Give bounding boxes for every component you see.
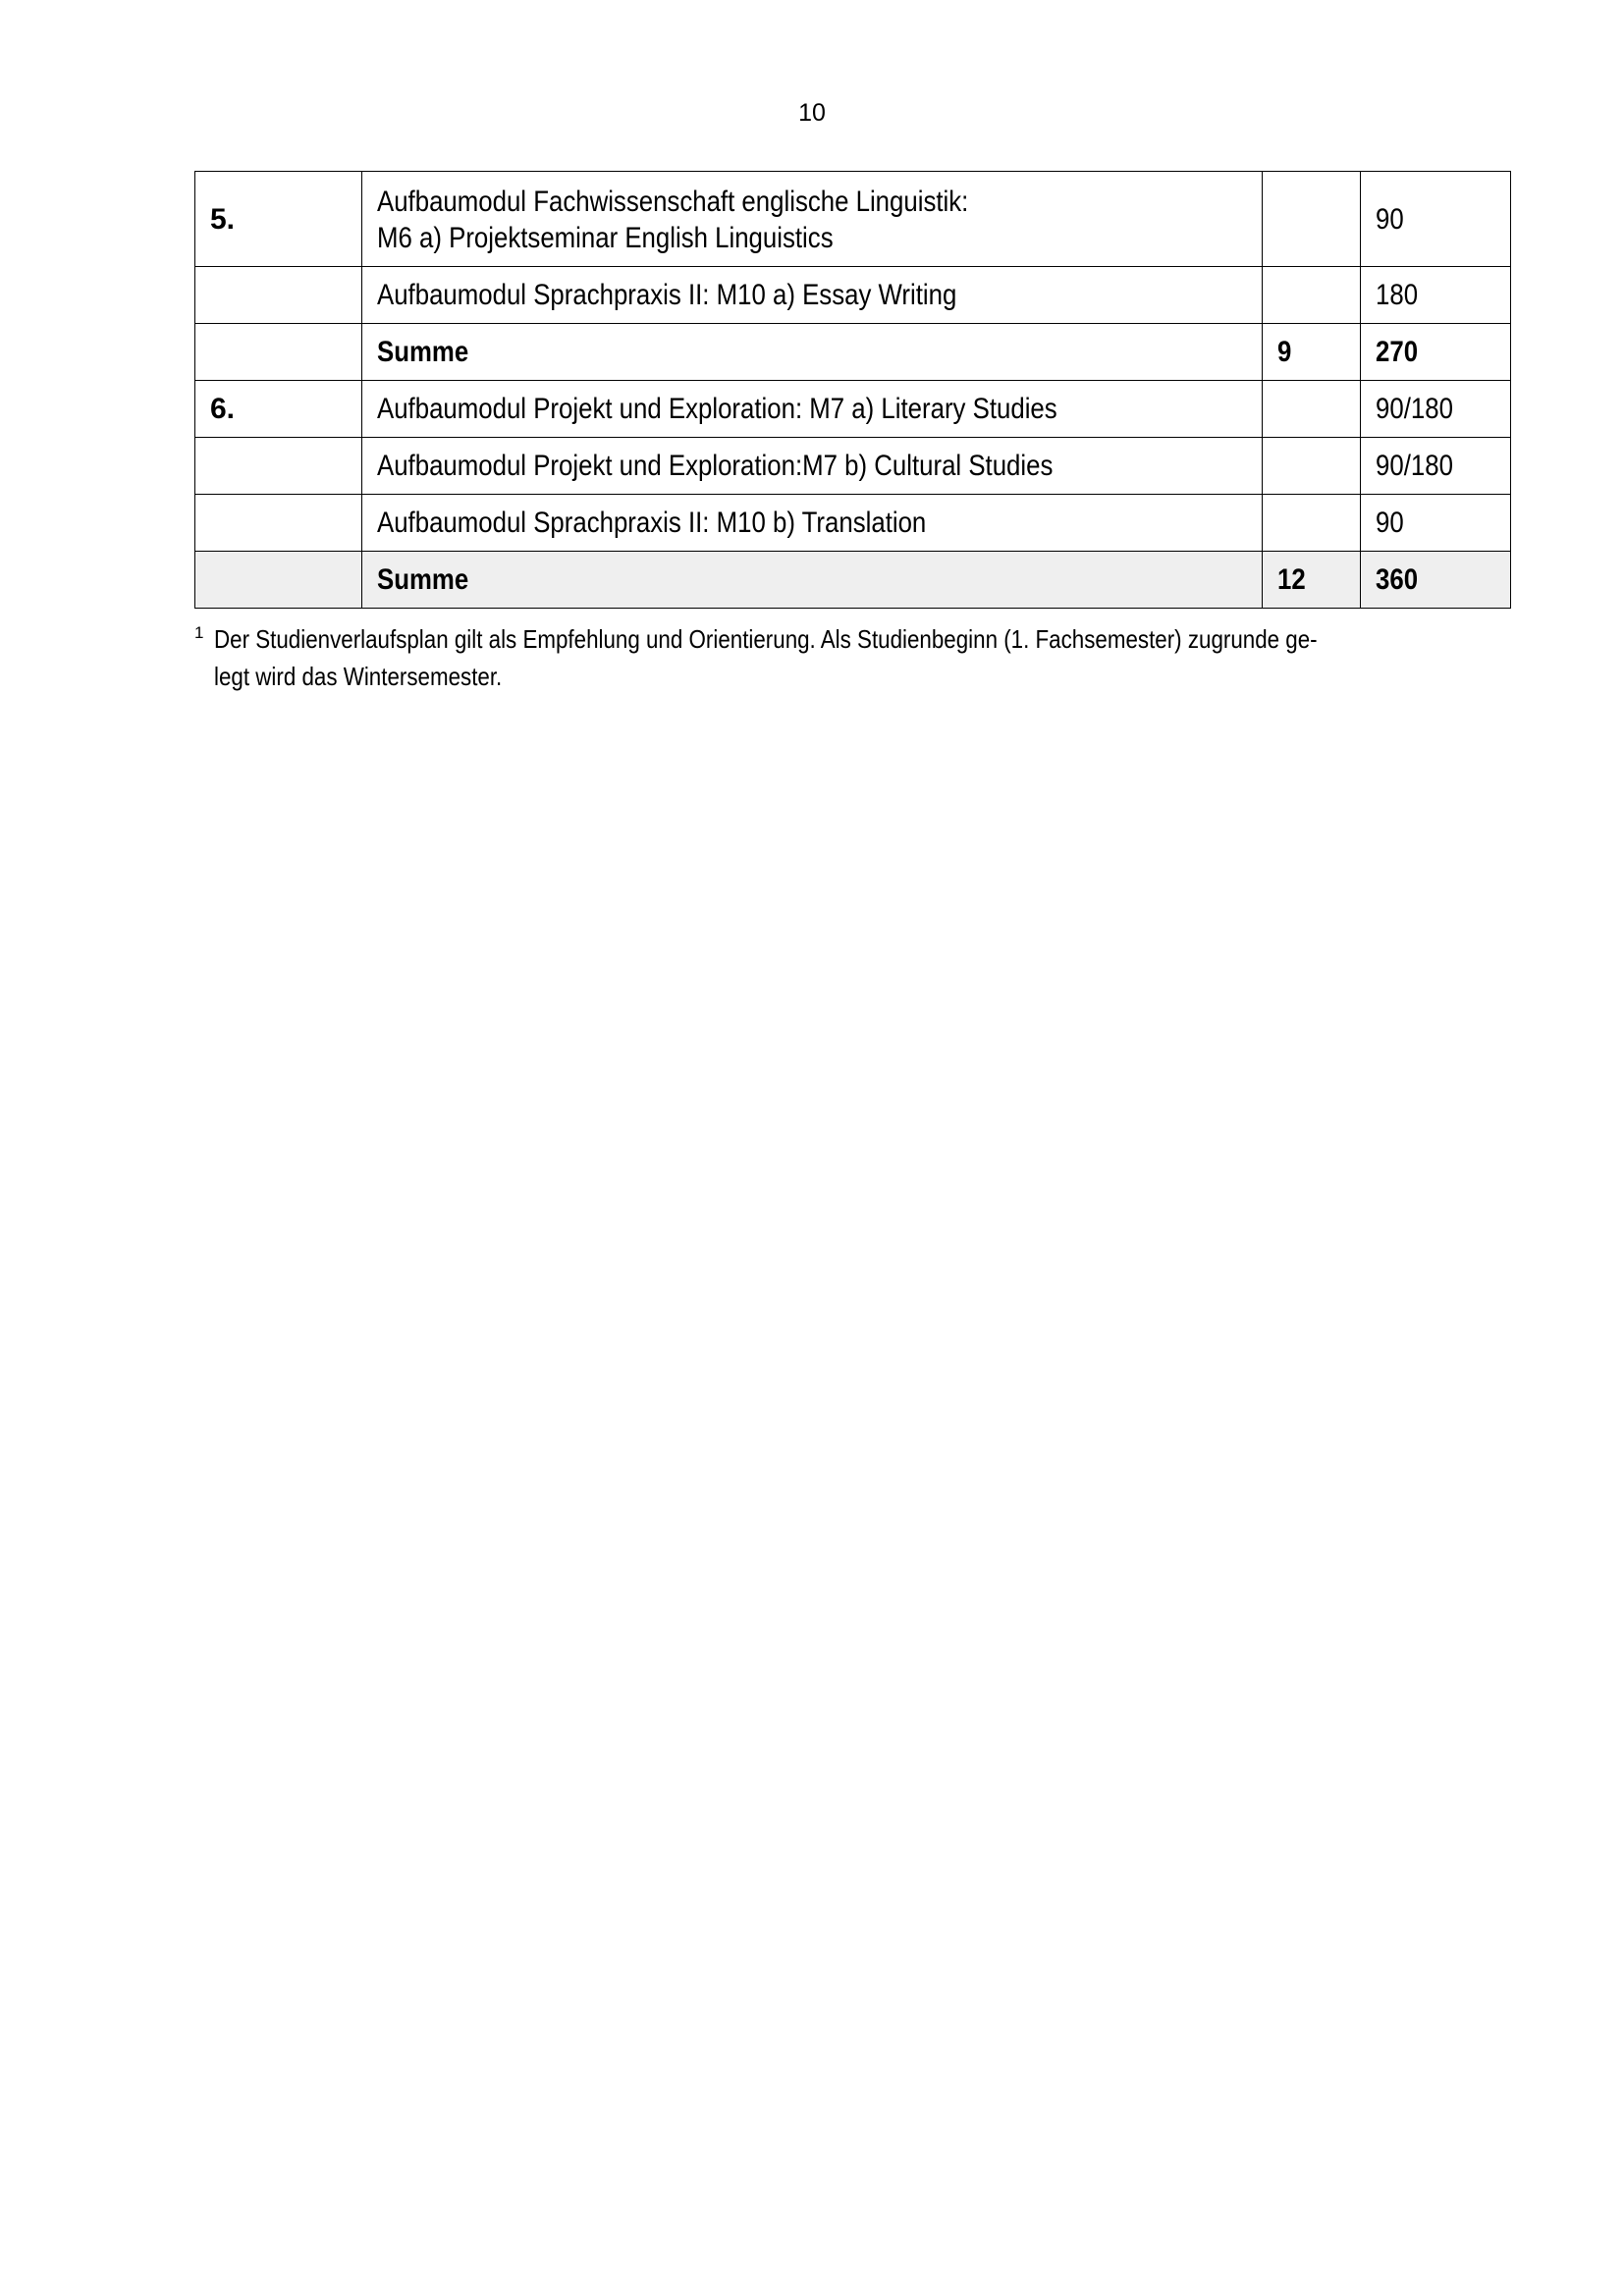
page-number: 10 <box>798 99 826 127</box>
semester-cell <box>195 552 362 609</box>
footnote <box>194 620 1481 695</box>
table-row <box>195 267 1511 324</box>
module-cell <box>362 495 1263 552</box>
module-cell <box>362 438 1263 495</box>
cp-cell: 90/180 <box>1361 381 1511 438</box>
sws-cell <box>1263 172 1361 267</box>
cp-cell: 180 <box>1361 267 1511 324</box>
module-name: Aufbaumodul Projekt und Exploration:M7 b) Cultural Studies <box>377 450 1054 482</box>
sws-cell <box>1263 495 1361 552</box>
module-name: Aufbaumodul Sprachpraxis II: M10 b) Translation <box>377 507 927 539</box>
table-row-summe <box>195 324 1511 381</box>
module-name: Aufbaumodul Sprachpraxis II: M10 a) Essay Writing <box>377 279 957 311</box>
sws-cell <box>1263 438 1361 495</box>
module-cell <box>362 381 1263 438</box>
module-cell <box>362 172 1263 267</box>
summe-label: Summe <box>362 324 1263 381</box>
sws-cell <box>1263 381 1361 438</box>
cp-total: 270 <box>1361 324 1511 381</box>
table-row <box>195 438 1511 495</box>
cp-cell: 90 <box>1361 495 1511 552</box>
sws-cell <box>1263 267 1361 324</box>
footnote-text: legt wird das Wintersemester. <box>214 662 503 691</box>
module-name: M6 a) Projektseminar English Linguistics <box>377 222 834 254</box>
cp-cell: 90 <box>1361 172 1511 267</box>
semester-cell: 6. <box>195 381 362 438</box>
footnote-marker: 1 <box>194 623 204 642</box>
study-plan-table <box>194 171 1511 609</box>
semester-cell: 5. <box>195 172 362 267</box>
module-name: Aufbaumodul Projekt und Exploration: M7 a) Literary Studies <box>377 393 1057 425</box>
summe-label: Summe <box>362 552 1263 609</box>
sws-total: 9 <box>1263 324 1361 381</box>
table-row <box>195 495 1511 552</box>
semester-cell <box>195 267 362 324</box>
semester-cell <box>195 495 362 552</box>
table-row-summe <box>195 552 1511 609</box>
sws-total: 12 <box>1263 552 1361 609</box>
cp-total: 360 <box>1361 552 1511 609</box>
semester-cell <box>195 438 362 495</box>
semester-cell <box>195 324 362 381</box>
table-row <box>195 381 1511 438</box>
cp-cell: 90/180 <box>1361 438 1511 495</box>
module-name: Aufbaumodul Fachwissenschaft englische Linguistik: <box>377 186 969 218</box>
table-row <box>195 172 1511 267</box>
footnote-text: Der Studienverlaufsplan gilt als Empfehlung und Orientierung. Als Studienbeginn (1. Fachsemester) zugrunde ge- <box>214 624 1318 654</box>
module-cell <box>362 267 1263 324</box>
